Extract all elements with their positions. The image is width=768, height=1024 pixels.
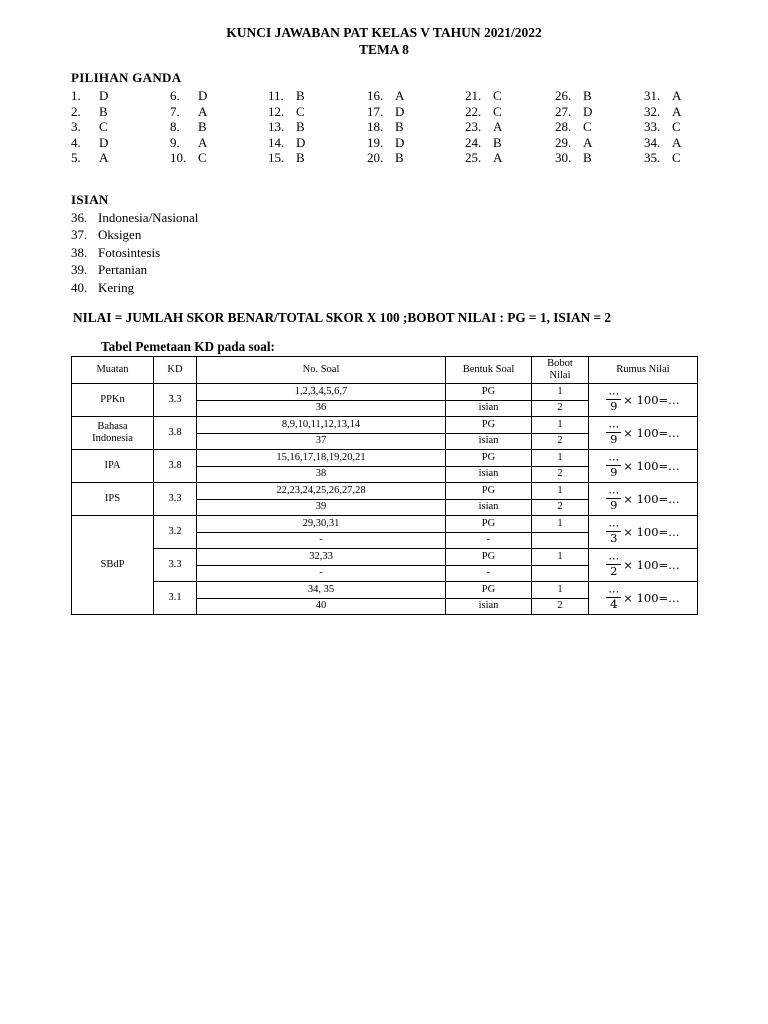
rumus-tail: × 100=…: [623, 459, 680, 473]
cell-bentuk-soal: PG: [446, 450, 532, 467]
pg-question-number: 6.: [170, 88, 180, 103]
pg-question-number: 17.: [367, 103, 384, 119]
rumus-denominator: 9: [610, 399, 618, 413]
pg-question-number: 31.: [644, 88, 661, 103]
rumus-fraction: [606, 421, 621, 445]
pg-answer-letter: B: [296, 88, 305, 103]
pg-answer: [644, 88, 681, 104]
pg-answer-letter: B: [395, 150, 404, 166]
header-bentuk-soal: Bentuk Soal: [446, 357, 532, 384]
header-bobot-nilai: Bobot Nilai: [532, 357, 589, 384]
rumus-fraction: [606, 487, 621, 511]
pg-answer-letter: D: [198, 88, 208, 103]
rumus-denominator: 3: [610, 531, 618, 545]
pg-question-number: 23.: [465, 119, 482, 135]
pg-question-number: 10.: [170, 150, 187, 166]
pg-row: [71, 119, 711, 135]
pg-question-number: 18.: [367, 119, 384, 135]
isian-item: [71, 227, 198, 244]
cell-muatan: Bahasa Indonesia: [72, 417, 154, 450]
cell-bobot-nilai: 2: [532, 466, 589, 483]
cell-no-soal: 37: [197, 433, 446, 450]
pg-answer: [465, 104, 502, 120]
pg-answer-letter: A: [583, 134, 593, 150]
pg-question-number: 11.: [268, 88, 284, 103]
table-row: [72, 549, 698, 566]
pg-answer-letter: A: [198, 134, 208, 150]
header-muatan: Muatan: [72, 357, 154, 384]
pg-answer: [170, 135, 207, 151]
pg-answer-letter: B: [395, 119, 404, 135]
pg-answer: [644, 119, 681, 135]
cell-no-soal: 36: [197, 400, 446, 417]
pg-answer-letter: D: [99, 134, 109, 150]
header-rumus-nilai: Rumus Nilai: [589, 357, 698, 384]
pg-answer-letter: C: [583, 119, 592, 135]
kd-mapping-table: [71, 356, 698, 615]
pg-question-number: 30.: [555, 150, 572, 166]
cell-muatan: IPS: [72, 483, 154, 516]
pg-answer-letter: B: [296, 150, 305, 166]
isian-number: 36.: [71, 210, 88, 225]
rumus-numerator: ⋯: [608, 519, 620, 532]
isian-number: 39.: [71, 262, 88, 278]
isian-number: 37.: [71, 227, 88, 243]
pg-row: [71, 104, 711, 120]
cell-bobot-nilai: 2: [532, 400, 589, 417]
pg-answer-letter: C: [672, 150, 681, 166]
header-no-soal: No. Soal: [197, 357, 446, 384]
cell-rumus-nilai: [589, 417, 698, 450]
header-kd: KD: [154, 357, 197, 384]
pg-question-number: 26.: [555, 88, 572, 103]
pg-answer-letter: B: [583, 88, 592, 103]
rumus-formula: [606, 520, 679, 544]
cell-kd: 3.1: [154, 582, 197, 615]
isian-number: 40.: [71, 279, 88, 295]
cell-kd: 3.3: [154, 384, 197, 417]
rumus-numerator: ⋯: [608, 453, 620, 466]
pg-answer: [465, 150, 502, 166]
table-row: [72, 384, 698, 401]
cell-bobot-nilai: 1: [532, 549, 589, 566]
rumus-fraction: [606, 454, 621, 478]
pg-question-number: 29.: [555, 134, 572, 150]
rumus-tail: × 100=…: [623, 558, 680, 572]
pg-question-number: 16.: [367, 88, 384, 103]
rumus-formula: [606, 553, 679, 577]
pg-answer: [71, 104, 108, 120]
cell-no-soal: 40: [197, 598, 446, 615]
pg-question-number: 14.: [268, 134, 285, 150]
pg-answer-letter: A: [395, 88, 405, 103]
cell-no-soal: 15,16,17,18,19,20,21: [197, 450, 446, 467]
cell-bobot-nilai: 1: [532, 384, 589, 401]
pg-answer: [268, 135, 305, 151]
table-caption: Tabel Pemetaan KD pada soal:: [101, 339, 275, 354]
pg-answer: [71, 150, 108, 166]
rumus-numerator: ⋯: [608, 420, 620, 433]
cell-no-soal: -: [197, 565, 446, 582]
pg-answer-letter: A: [672, 103, 682, 119]
rumus-denominator: 2: [610, 564, 618, 578]
pg-answer-letter: B: [99, 103, 108, 119]
pg-answer: [465, 88, 502, 104]
pg-answer: [367, 135, 404, 151]
rumus-formula: [606, 421, 679, 445]
cell-no-soal: 1,2,3,4,5,6,7: [197, 384, 446, 401]
rumus-formula: [606, 487, 679, 511]
pg-question-number: 15.: [268, 150, 285, 166]
pg-answer: [71, 135, 108, 151]
pg-answer: [465, 135, 502, 151]
isian-answer: Kering: [98, 279, 135, 295]
pg-answer-letter: D: [395, 134, 405, 150]
pg-answer: [367, 150, 404, 166]
pg-answer: [268, 88, 305, 104]
cell-no-soal: 29,30,31: [197, 516, 446, 533]
cell-bobot-nilai: 1: [532, 450, 589, 467]
pg-answer: [555, 104, 592, 120]
cell-kd: 3.2: [154, 516, 197, 549]
rumus-formula: [606, 586, 679, 610]
nilai-formula: NILAI = JUMLAH SKOR BENAR/TOTAL SKOR X 100 ;BOBOT NILAI : PG = 1, ISIAN = 2: [73, 310, 612, 325]
rumus-denominator: 9: [610, 432, 618, 446]
pg-question-number: 28.: [555, 119, 572, 135]
pg-question-number: 24.: [465, 134, 482, 150]
isian-item: [71, 280, 198, 297]
rumus-tail: × 100=…: [623, 393, 680, 407]
isian-answer: Indonesia/Nasional: [98, 210, 199, 225]
pg-row: [71, 88, 711, 104]
isian-answer: Oksigen: [98, 227, 142, 243]
pg-answer-letter: B: [493, 134, 502, 150]
rumus-tail: × 100=…: [623, 591, 680, 605]
pg-question-number: 3.: [71, 119, 81, 135]
pg-question-number: 7.: [170, 103, 180, 119]
isian-item: [71, 210, 198, 227]
pg-question-number: 8.: [170, 119, 180, 135]
pg-question-number: 1.: [71, 88, 81, 103]
cell-bobot-nilai: 1: [532, 582, 589, 599]
rumus-tail: × 100=…: [623, 426, 680, 440]
cell-bentuk-soal: PG: [446, 384, 532, 401]
cell-bentuk-soal: isian: [446, 598, 532, 615]
cell-muatan: SBdP: [72, 516, 154, 615]
pg-answer-letter: B: [296, 119, 305, 135]
pg-answer: [555, 119, 592, 135]
cell-bentuk-soal: PG: [446, 417, 532, 434]
document-title: KUNCI JAWABAN PAT KELAS V TAHUN 2021/2022: [226, 25, 542, 40]
pg-question-number: 12.: [268, 103, 285, 119]
cell-kd: 3.8: [154, 417, 197, 450]
document-subtitle: TEMA 8: [359, 42, 409, 57]
cell-kd: 3.3: [154, 483, 197, 516]
table-row: [72, 417, 698, 434]
pg-answer-letter: B: [583, 150, 592, 166]
table-row: [72, 450, 698, 467]
cell-rumus-nilai: [589, 516, 698, 549]
pg-answer: [555, 150, 592, 166]
rumus-numerator: ⋯: [608, 486, 620, 499]
pg-answer-letter: D: [583, 103, 593, 119]
cell-kd: 3.8: [154, 450, 197, 483]
rumus-denominator: 9: [610, 465, 618, 479]
pg-answer-letter: D: [99, 88, 109, 103]
pg-answer: [644, 135, 681, 151]
cell-rumus-nilai: [589, 450, 698, 483]
isian-answer-list: [71, 210, 198, 297]
isian-answer: Pertanian: [98, 262, 148, 278]
cell-bentuk-soal: isian: [446, 466, 532, 483]
rumus-fraction: [606, 586, 621, 610]
table-row: [72, 483, 698, 500]
cell-no-soal: 38: [197, 466, 446, 483]
cell-bentuk-soal: isian: [446, 400, 532, 417]
rumus-numerator: ⋯: [608, 585, 620, 598]
pg-answer: [367, 88, 404, 104]
rumus-fraction: [606, 388, 621, 412]
isian-answer: Fotosintesis: [98, 244, 161, 260]
pg-question-number: 13.: [268, 119, 285, 135]
rumus-tail: × 100=…: [623, 492, 680, 506]
pg-answer: [465, 119, 502, 135]
pg-question-number: 19.: [367, 134, 384, 150]
cell-bobot-nilai: 2: [532, 433, 589, 450]
cell-bobot-nilai: 2: [532, 499, 589, 516]
cell-bentuk-soal: isian: [446, 499, 532, 516]
cell-no-soal: 22,23,24,25,26,27,28: [197, 483, 446, 500]
pg-answer-letter: A: [198, 103, 208, 119]
rumus-fraction: [606, 553, 621, 577]
cell-bobot-nilai: 1: [532, 417, 589, 434]
table-row: [72, 516, 698, 533]
pg-answer-letter: C: [672, 119, 681, 135]
pg-answer-letter: A: [493, 119, 503, 135]
cell-muatan: IPA: [72, 450, 154, 483]
pg-answer: [268, 104, 305, 120]
rumus-formula: [606, 388, 679, 412]
pg-answer: [555, 135, 592, 151]
pg-question-number: 32.: [644, 103, 661, 119]
rumus-fraction: [606, 520, 621, 544]
cell-bentuk-soal: isian: [446, 433, 532, 450]
cell-rumus-nilai: [589, 483, 698, 516]
pg-answer-letter: D: [395, 103, 405, 119]
cell-bobot-nilai: [532, 565, 589, 582]
table-row: [72, 582, 698, 599]
cell-bobot-nilai: 2: [532, 598, 589, 615]
cell-bentuk-soal: PG: [446, 549, 532, 566]
pg-answer-letter: C: [493, 103, 502, 119]
pg-answer: [170, 119, 207, 135]
pg-question-number: 27.: [555, 103, 572, 119]
pg-answer-letter: A: [672, 88, 682, 103]
rumus-numerator: ⋯: [608, 387, 620, 400]
cell-no-soal: 39: [197, 499, 446, 516]
pg-answer: [367, 119, 404, 135]
isian-item: [71, 245, 198, 262]
rumus-formula: [606, 454, 679, 478]
cell-bobot-nilai: [532, 532, 589, 549]
pg-answer: [644, 150, 681, 166]
cell-bentuk-soal: PG: [446, 483, 532, 500]
cell-rumus-nilai: [589, 549, 698, 582]
pg-question-number: 4.: [71, 134, 81, 150]
cell-no-soal: 8,9,10,11,12,13,14: [197, 417, 446, 434]
isian-item: [71, 262, 198, 279]
pg-answer: [170, 150, 207, 166]
pg-row: [71, 150, 711, 166]
pg-question-number: 9.: [170, 134, 180, 150]
cell-rumus-nilai: [589, 582, 698, 615]
rumus-denominator: 9: [610, 498, 618, 512]
pg-question-number: 34.: [644, 134, 661, 150]
pg-answer: [170, 104, 207, 120]
table-header-row: [72, 357, 698, 384]
pg-question-number: 20.: [367, 150, 384, 166]
cell-bentuk-soal: PG: [446, 516, 532, 533]
pg-question-number: 5.: [71, 150, 81, 166]
cell-muatan: PPKn: [72, 384, 154, 417]
rumus-denominator: 4: [610, 597, 618, 611]
pg-answer-letter: A: [99, 150, 109, 166]
pg-answer: [71, 119, 108, 135]
pg-answer-letter: A: [493, 150, 503, 166]
pg-answer-letter: C: [296, 103, 305, 119]
pg-question-number: 22.: [465, 103, 482, 119]
pg-row: [71, 135, 711, 151]
pg-answer: [555, 88, 592, 104]
pg-question-number: 21.: [465, 88, 482, 103]
pg-answer-letter: A: [672, 134, 682, 150]
isian-number: 38.: [71, 244, 88, 260]
pg-question-number: 2.: [71, 103, 81, 119]
cell-bobot-nilai: 1: [532, 483, 589, 500]
pilihan-ganda-heading: PILIHAN GANDA: [71, 70, 182, 85]
cell-no-soal: 32,33: [197, 549, 446, 566]
pg-answer: [71, 88, 108, 104]
pg-answer: [268, 150, 305, 166]
pg-answer-letter: D: [296, 134, 306, 150]
pg-answer: [644, 104, 681, 120]
pg-answer-letter: C: [493, 88, 502, 103]
pg-question-number: 33.: [644, 119, 661, 135]
cell-bentuk-soal: -: [446, 565, 532, 582]
pg-question-number: 25.: [465, 150, 482, 166]
cell-rumus-nilai: [589, 384, 698, 417]
pg-answer-letter: B: [198, 119, 207, 135]
rumus-numerator: ⋯: [608, 552, 620, 565]
pg-answer: [367, 104, 404, 120]
pg-answer-letter: C: [198, 150, 207, 166]
pg-answer: [170, 88, 207, 104]
pilihan-ganda-answer-grid: [71, 88, 711, 166]
pg-question-number: 35.: [644, 150, 661, 166]
cell-no-soal: -: [197, 532, 446, 549]
rumus-tail: × 100=…: [623, 525, 680, 539]
isian-heading: ISIAN: [71, 192, 109, 207]
cell-bentuk-soal: PG: [446, 582, 532, 599]
cell-bentuk-soal: -: [446, 532, 532, 549]
cell-kd: 3.3: [154, 549, 197, 582]
pg-answer: [268, 119, 305, 135]
pg-answer-letter: C: [99, 119, 108, 135]
cell-bobot-nilai: 1: [532, 516, 589, 533]
cell-no-soal: 34, 35: [197, 582, 446, 599]
